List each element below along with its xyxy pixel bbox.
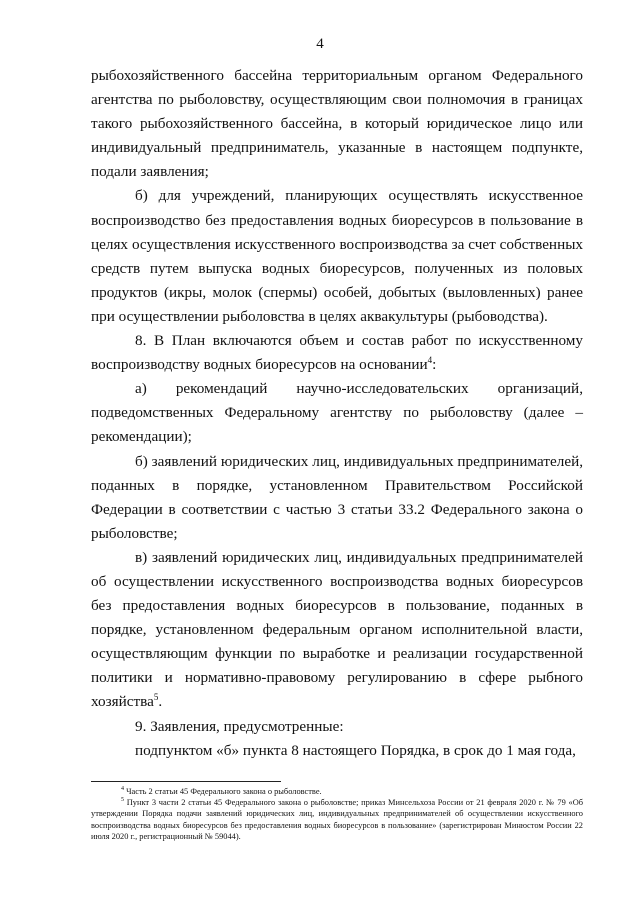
paragraph-subitem-v: [91, 546, 583, 715]
page-number: 4: [316, 36, 324, 52]
paragraph-item-9: [91, 715, 583, 739]
paragraph-end: :: [432, 356, 437, 374]
paragraph-text: 9. Заявления, предусмотренные:: [135, 717, 344, 735]
footnote-divider: [91, 781, 281, 782]
footnote-ref-4: 4: [427, 355, 433, 366]
document-body: [91, 64, 583, 763]
footnotes: [91, 786, 583, 842]
paragraph-text: б) заявлений юридических лиц, индивидуальных предпринимателей, поданных в порядке, установленном Правительством Российской Федерации в соответствии с частью 3 статьи 33.2 Федерального закона о рыболовстве;: [91, 452, 583, 542]
paragraph-text: рыбохозяйственного бассейна территориальным органом Федерального агентства по рыболовству, осуществляющим свои полномочия в границах такого рыбохозяйственного бассейна, в который юридическое лицо или индивидуальный предприниматель, указанные в настоящем подпункте, подали заявления;: [91, 67, 583, 181]
footnote-ref-5: 5: [153, 692, 159, 703]
paragraph-end: .: [158, 693, 163, 711]
footnote-mark: 4: [121, 786, 124, 793]
footnote-5: [91, 797, 583, 842]
paragraph-text: подпунктом «б» пункта 8 настоящего Порядка, в срок до 1 мая года,: [135, 741, 576, 759]
paragraph-text: б) для учреждений, планирующих осуществлять искусственное воспроизводство без предоставления водных биоресурсов в пользование в целях осуществления искусственного воспроизводства за счет собственных средств путем выпуска водных биоресурсов, полученных из половых продуктов (икры, молок (спермы) особей, добытых (выловленных) ранее при осуществлении рыболовства в целях аквакультуры (рыбоводства).: [91, 187, 583, 325]
paragraph-subitem-b-institutions: [91, 184, 583, 329]
footnote-text: Часть 2 статьи 45 Федерального закона о рыболовстве.: [126, 787, 322, 796]
paragraph-text: 8. В План включаются объем и состав работ по искусственному воспроизводству водных биоресурсов на основании: [91, 332, 583, 374]
paragraph-subitem-a: [91, 377, 583, 449]
footnote-4: [91, 786, 583, 797]
paragraph-item-8: [91, 329, 583, 377]
paragraph-item-9-subitem: [91, 739, 583, 763]
footnote-text: Пункт 3 части 2 статьи 45 Федерального закона о рыболовстве; приказ Минсельхоза России от 21 февраля 2020 г. № 79 «Об утверждении Порядка подачи заявлений юридических лиц, индивидуальных предпринимателей об осуществлении искусственного воспроизводства водных биоресурсов без предоставления водных биоресурсов в пользование» (зарегистрирован Минюстом России 22 июля 2020 г., регистрационный № 59044).: [91, 798, 583, 841]
footnote-mark: 5: [121, 797, 124, 804]
paragraph-text: а) рекомендаций научно-исследовательских организаций, подведомственных Федеральному агентству по рыболовству (далее – рекомендации);: [91, 380, 583, 446]
paragraph-text: в) заявлений юридических лиц, индивидуальных предпринимателей об осуществлении искусственного воспроизводства водных биоресурсов без предоставления водных биоресурсов в пользование, поданных в порядке, установленном федеральным органом исполнительной власти, осуществляющим функции по выработке и реализации государственной политики и нормативно-правовому регулированию в сфере рыбного хозяйства: [91, 548, 583, 711]
paragraph-subitem-b: [91, 450, 583, 546]
paragraph-continuation: [91, 64, 583, 184]
